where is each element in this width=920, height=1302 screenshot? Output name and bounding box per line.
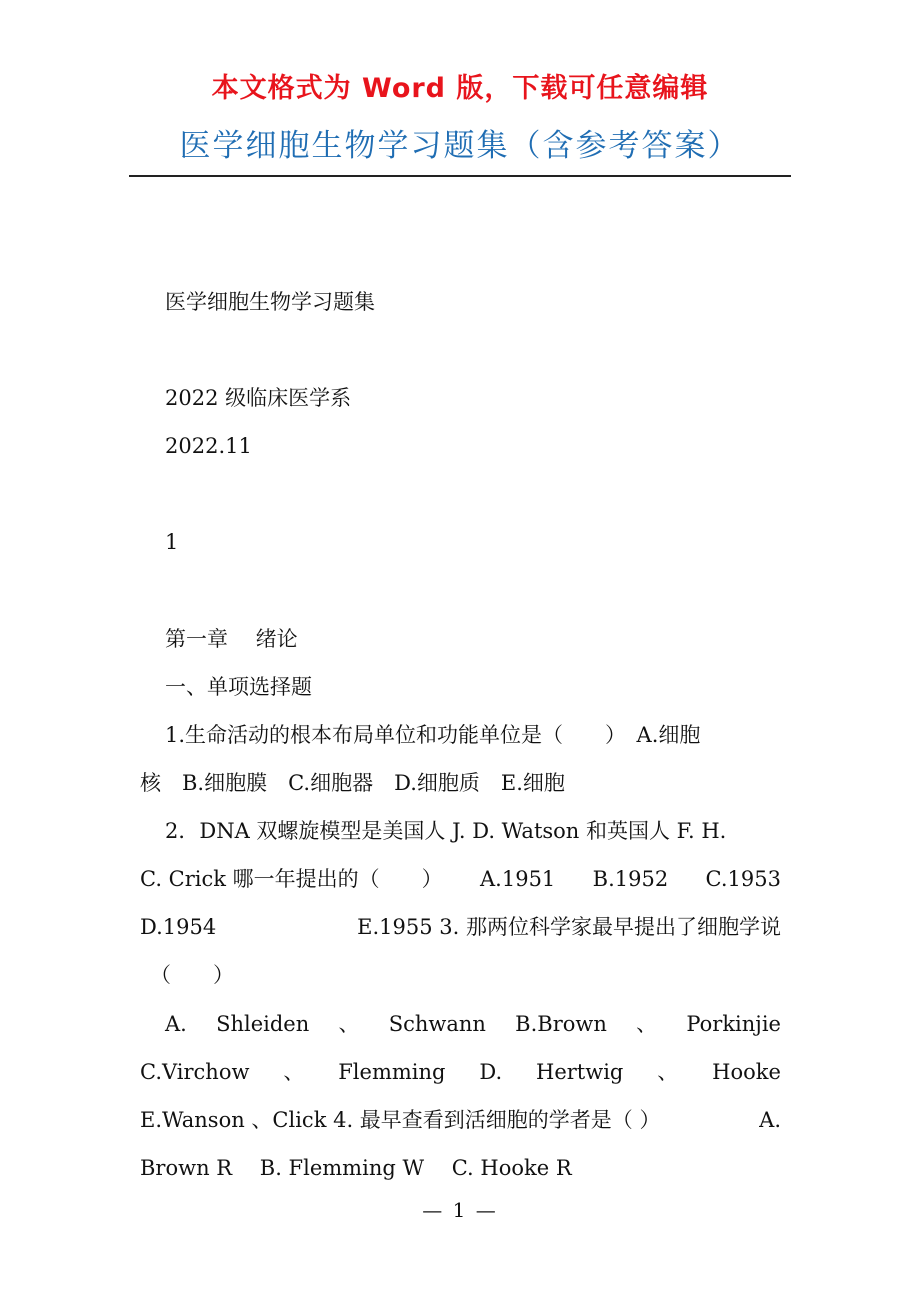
option-b: B.1952 (592, 867, 669, 891)
option-a: A. (759, 1108, 781, 1132)
question-2-line-3 (140, 913, 781, 941)
opt-token: 、 (283, 1060, 305, 1084)
question-3-options-line-2 (140, 1058, 781, 1086)
document-title: 医学细胞生物学习题集（含参考答案） (179, 128, 741, 164)
opt-token: Hooke (712, 1060, 781, 1084)
question-4-line-1 (140, 1106, 781, 1134)
option-d: D.1954 (140, 915, 217, 939)
opt-token: A. (165, 1012, 187, 1036)
word-format-banner: 本文格式为 Word 版，下载可任意编辑 (211, 73, 709, 104)
opt-token: Porkinjie (686, 1012, 781, 1036)
page-number-footer: — 1 — (422, 1198, 498, 1222)
opt-token: B.Brown (515, 1012, 607, 1036)
question-1-line-1: 1.生命活动的根本布局单位和功能单位是（ ） A.细胞 (165, 723, 701, 747)
question-3-paren: （ ） (150, 963, 234, 987)
opt-token: 、 (657, 1060, 679, 1084)
opt-token: D. (479, 1060, 503, 1084)
opt-token: 、 (636, 1012, 658, 1036)
opt-token: C.Virchow (140, 1060, 250, 1084)
option-e-and-question-3: E.1955 3. 那两位科学家最早提出了细胞学说 (357, 915, 781, 939)
question-4-line-2: Brown R B. Flemming W C. Hooke R (140, 1156, 572, 1180)
opt-token: 、 (338, 1012, 360, 1036)
page-marker: 1 (165, 530, 179, 554)
question-2-line-2 (140, 865, 781, 893)
date-line: 2022.11 (165, 434, 252, 458)
question-4-text: E.Wanson 、Click 4. 最早查看到活细胞的学者是（ ） (140, 1108, 661, 1132)
opt-token: Shleiden (216, 1012, 310, 1036)
question-2-line-1: 2．DNA 双螺旋模型是美国人 J. D. Watson 和英国人 F. H. (165, 819, 727, 843)
question-3-options-line-1 (165, 1010, 781, 1038)
chapter-heading: 第一章 绪论 (165, 627, 298, 651)
class-line: 2022 级临床医学系 (165, 386, 352, 410)
opt-token: Flemming (338, 1060, 446, 1084)
title-divider (129, 175, 791, 177)
opt-token: Hertwig (536, 1060, 624, 1084)
option-c: C.1953 (705, 867, 781, 891)
question-1-line-2: 核 B.细胞膜 C.细胞器 D.细胞质 E.细胞 (140, 771, 565, 795)
option-a: A.1951 (480, 867, 556, 891)
question-2-text: C. Crick 哪一年提出的（ ） (140, 867, 443, 891)
opt-token: Schwann (388, 1012, 486, 1036)
body-heading: 医学细胞生物学习题集 (165, 290, 375, 314)
section-heading: 一、单项选择题 (165, 675, 312, 699)
